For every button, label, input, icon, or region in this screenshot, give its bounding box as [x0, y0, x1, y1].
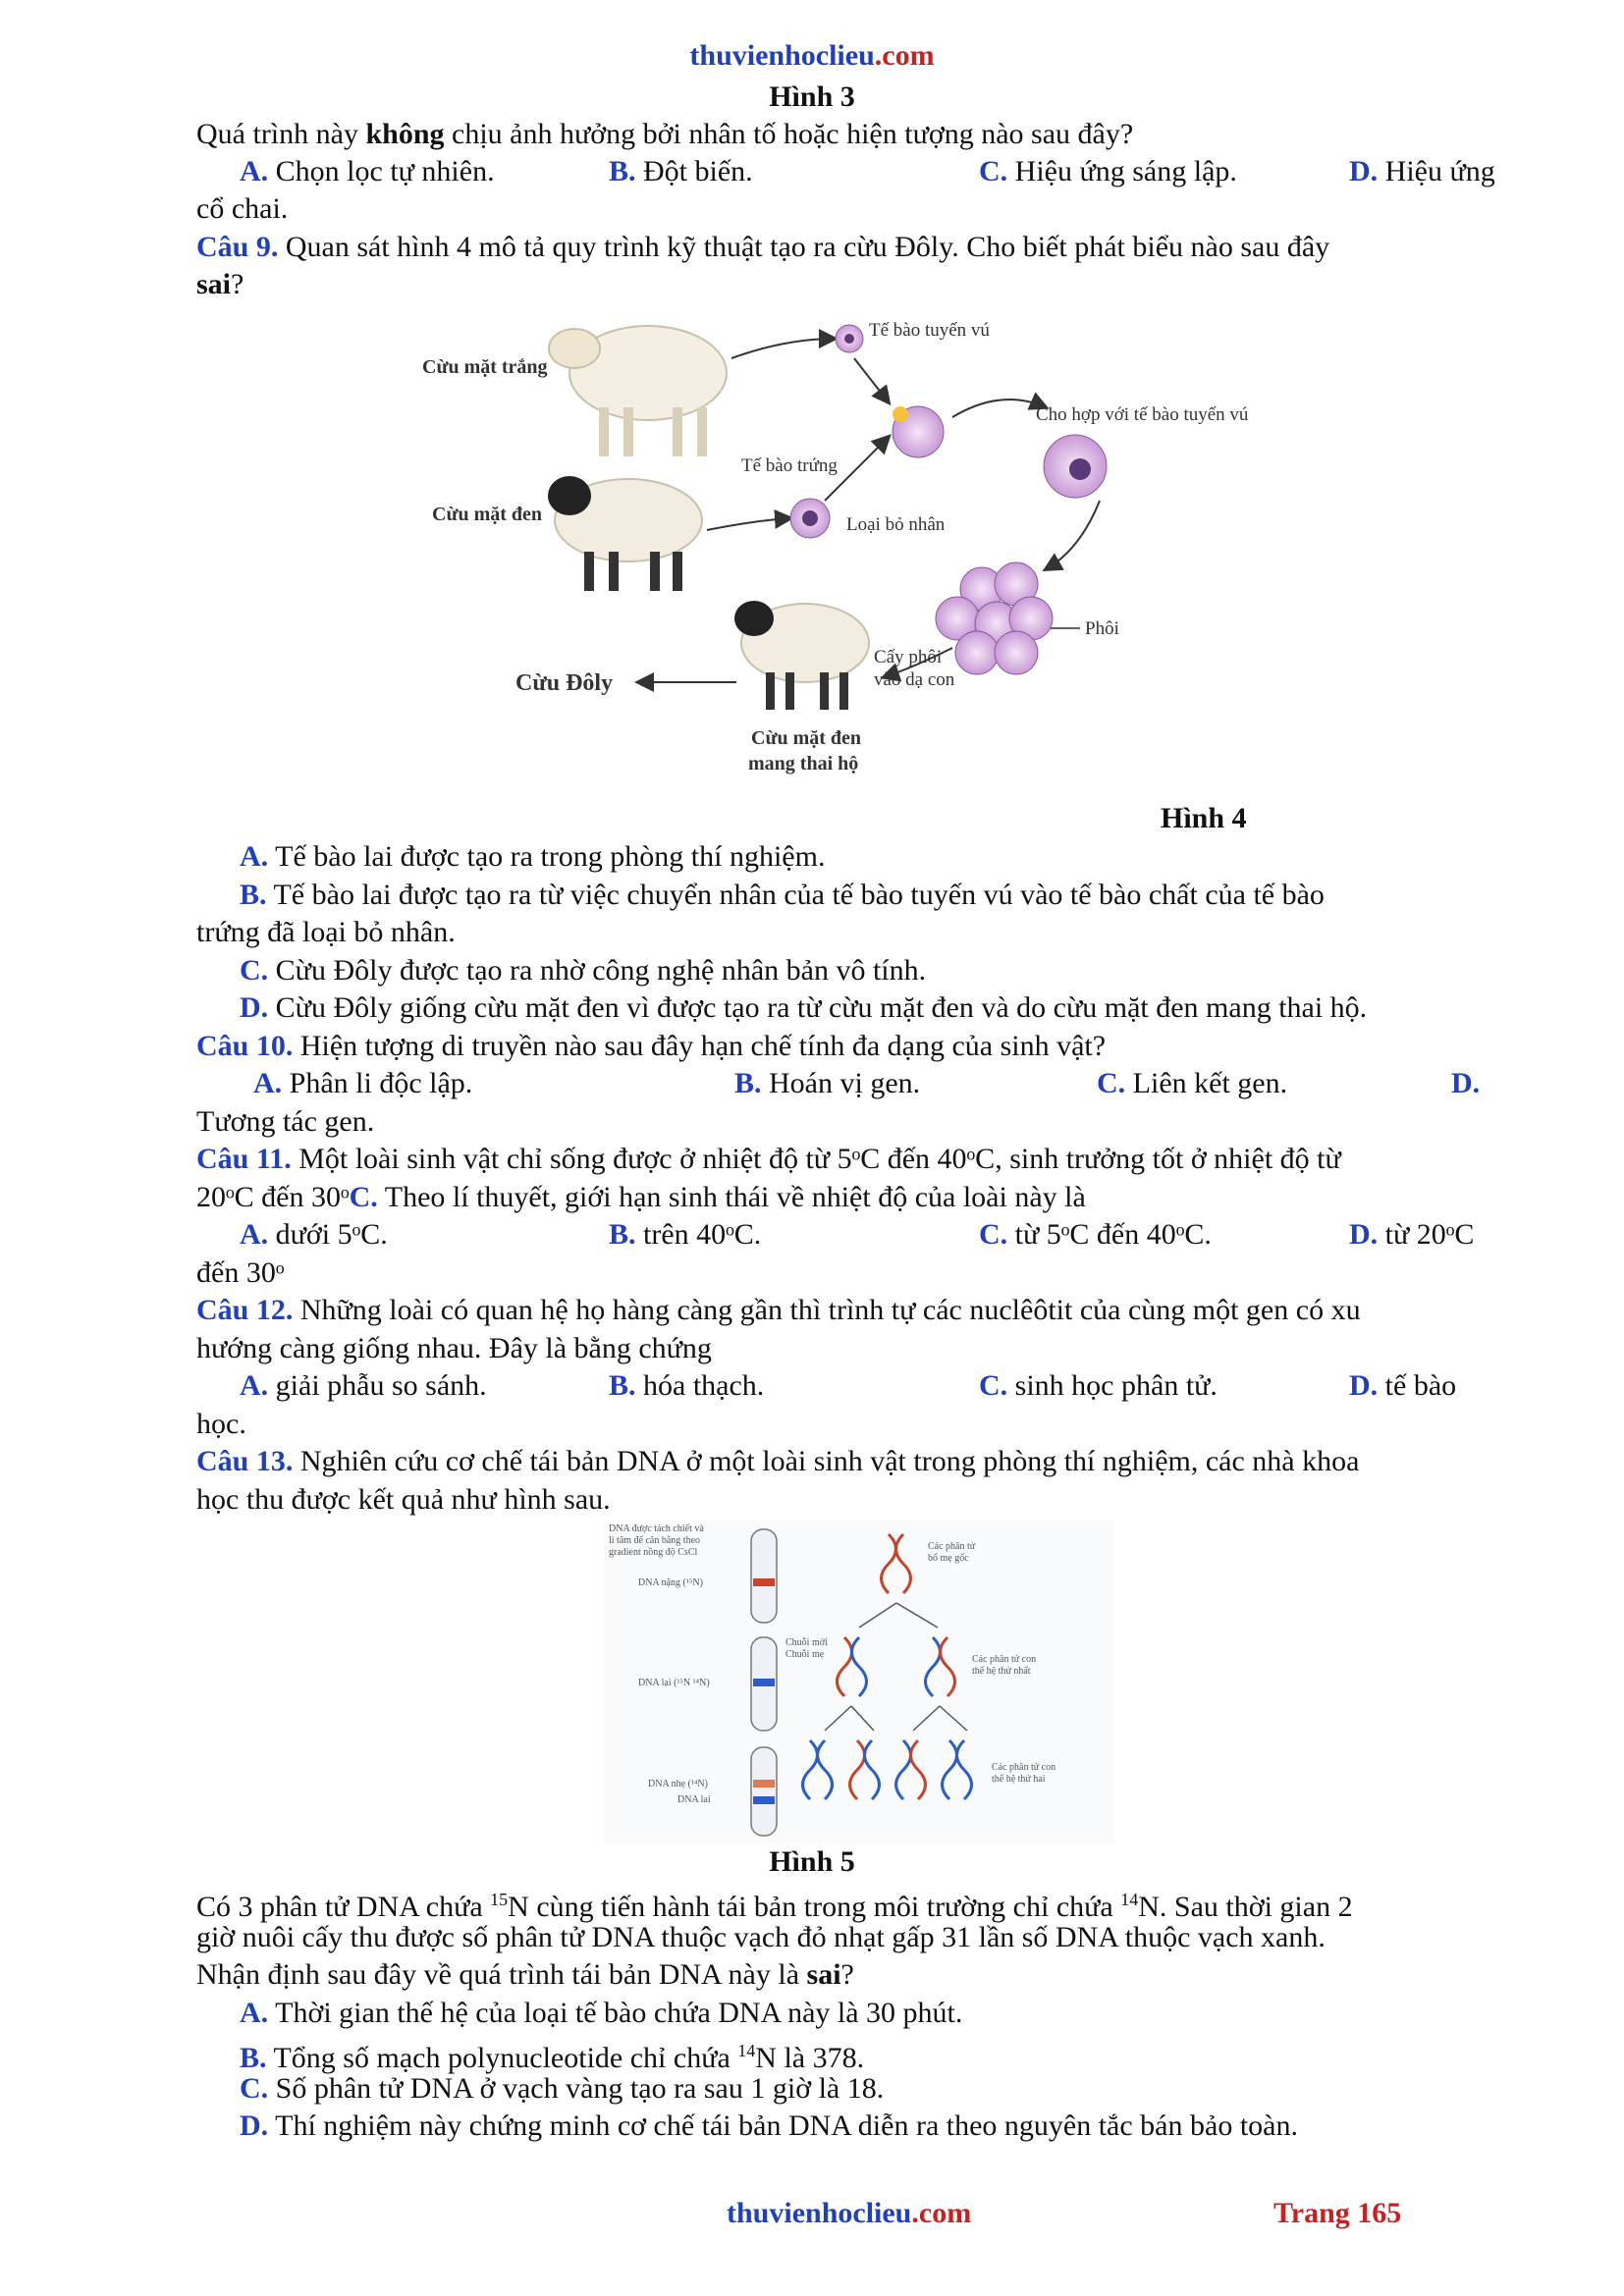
- q12-stem: [196, 1292, 1361, 1329]
- option-text: Tế bào lai được tạo ra từ việc chuyển nhân của tế bào tuyến vú vào tế bào chất của tế bào: [273, 879, 1325, 911]
- q11-option-b[interactable]: [609, 1216, 761, 1254]
- q12-option-c[interactable]: [979, 1367, 1218, 1405]
- q13-option-c[interactable]: [240, 2070, 884, 2108]
- q10-stem-text: Hiện tượng di truyền nào sau đây hạn chế tính đa dạng của sinh vật?: [293, 1030, 1107, 1062]
- option-sup: 14: [737, 2041, 756, 2060]
- fig4-label-surrogate-2: mang thai hộ: [748, 753, 859, 774]
- q13-option-a[interactable]: [240, 1995, 962, 2032]
- q13-para1-post: N. Sau thời gian 2: [1138, 1891, 1353, 1923]
- fig4-label-black-sheep: Cừu mặt đen: [432, 504, 543, 525]
- q11-option-d-cont: đến 30ᵒ: [196, 1256, 285, 1289]
- q13-para3-bold: sai: [806, 1958, 841, 1991]
- option-text: trên 40ᵒC.: [643, 1218, 762, 1251]
- fig4-label-dolly: Cừu Đôly: [515, 670, 614, 696]
- option-letter: A.: [240, 155, 269, 187]
- q9-stem-cont: [196, 266, 244, 303]
- footer-site-tld: .com: [911, 2197, 972, 2229]
- q9-stem-bold: sai: [196, 268, 232, 300]
- option-text: Hiệu ứng sáng lập.: [1014, 155, 1237, 187]
- q12-option-b[interactable]: [609, 1367, 764, 1405]
- q13-stem: [196, 1443, 1359, 1480]
- q13-para1-mid: N cùng tiến hành tái bản trong môi trường chỉ chứa: [508, 1891, 1121, 1923]
- option-text: từ 5ᵒC đến 40ᵒC.: [1014, 1218, 1212, 1251]
- option-letter: C.: [979, 1218, 1008, 1251]
- option-text: Tế bào lai được tạo ra trong phòng thí nghiệm.: [275, 840, 826, 873]
- fig4-label-white-sheep: Cừu mặt trắng: [422, 356, 548, 378]
- fig5-caption: Hình 5: [769, 1845, 855, 1878]
- question-label: Câu 12.: [196, 1294, 294, 1326]
- fig5-note-3: gradient nồng độ CsCl: [609, 1547, 698, 1558]
- tube-light-hybrid: [751, 1747, 777, 1836]
- option-letter: A.: [240, 840, 269, 873]
- q13-sup-14: 14: [1120, 1890, 1139, 1909]
- fig5-label-light: DNA nhẹ (¹⁴N): [648, 1779, 708, 1789]
- option-text: dưới 5ᵒC.: [275, 1218, 388, 1251]
- q13-sup-15: 15: [490, 1890, 509, 1909]
- q9-stem-end: ?: [231, 268, 244, 300]
- fig4-label-implant-1: Cấy phôi: [874, 647, 943, 667]
- header-site-tld: .com: [874, 39, 935, 72]
- q8-stem: [196, 116, 1133, 153]
- tube-heavy: [751, 1529, 777, 1623]
- question-label: Câu 10.: [196, 1030, 294, 1062]
- q13-stem-cont: học thu được kết quả như hình sau.: [196, 1483, 611, 1516]
- option-text: giải phẫu so sánh.: [275, 1369, 487, 1402]
- fig4-label-fuse: Cho hợp với tế bào tuyến vú: [1036, 404, 1249, 425]
- fig5-label-gen1-1: Các phân tử con: [972, 1654, 1037, 1665]
- white-sheep-illustration: [549, 326, 727, 456]
- fig4-label-embryo: Phôi: [1085, 618, 1119, 639]
- fig5-label-old-strand: Chuỗi mẹ: [785, 1649, 825, 1660]
- fig4-label-remove-nucleus: Loại bỏ nhân: [846, 514, 946, 535]
- q8-option-b[interactable]: [609, 153, 753, 190]
- fig3-caption: Hình 3: [769, 80, 855, 113]
- option-text: Đột biến.: [643, 155, 753, 187]
- option-letter: B.: [240, 2042, 267, 2074]
- option-text: Thí nghiệm này chứng minh cơ chế tái bản DNA diễn ra theo nguyên tắc bán bảo toàn.: [275, 2109, 1298, 2142]
- option-text-pre: Tổng số mạch polynucleotide chỉ chứa: [273, 2042, 738, 2074]
- fig5-label-heavy: DNA nặng (¹⁵N): [638, 1577, 703, 1588]
- fig5-label-hybrid: DNA lai (¹⁵N ¹⁴N): [638, 1678, 710, 1688]
- option-letter: C.: [979, 155, 1008, 187]
- q11-option-a[interactable]: [240, 1216, 388, 1254]
- option-letter: D.: [1349, 1218, 1379, 1251]
- option-text: Phân li độc lập.: [289, 1067, 473, 1099]
- option-letter: C.: [1097, 1067, 1126, 1099]
- option-text: Cừu Đôly giống cừu mặt đen vì được tạo ra từ cừu mặt đen và do cừu mặt đen mang thai hộ.: [275, 991, 1368, 1024]
- q11-stem-post: Theo lí thuyết, giới hạn sinh thái về nhiệt độ của loài này là: [377, 1181, 1086, 1213]
- q8-stem-bold: không: [365, 118, 445, 150]
- fig4-label-surrogate-1: Cừu mặt đen: [751, 727, 862, 749]
- q9-option-b-cont: trứng đã loại bỏ nhân.: [196, 916, 456, 948]
- question-label: Câu 13.: [196, 1445, 294, 1477]
- header-site[interactable]: [0, 37, 1624, 75]
- q8-stem-pre: Quá trình này: [196, 118, 366, 150]
- option-text: Hoán vị gen.: [769, 1067, 921, 1099]
- embryo-illustration: [936, 562, 1053, 674]
- option-letter: D.: [1349, 155, 1379, 187]
- fig5-label-new-strand: Chuỗi mới: [785, 1637, 828, 1648]
- q8-option-c[interactable]: [979, 153, 1237, 190]
- q9-option-c[interactable]: [240, 952, 926, 989]
- fig5-label-parent-2: bố mẹ gốc: [928, 1553, 969, 1564]
- q10-stem: [196, 1028, 1106, 1065]
- q13-para3-pre: Nhận định sau đây về quá trình tái bản DNA này là: [196, 1958, 807, 1991]
- footer-site-name: thuvienhoclieu: [727, 2197, 912, 2229]
- q9-option-d[interactable]: [240, 989, 1367, 1027]
- question-label: Câu 11.: [196, 1143, 292, 1175]
- option-letter: A.: [253, 1067, 283, 1099]
- q9-stem: [196, 229, 1329, 266]
- option-letter: D.: [240, 2109, 269, 2142]
- q12-stem-cont: hướng càng giống nhau. Đây là bằng chứng: [196, 1332, 712, 1364]
- q13-stem-text: Nghiên cứu cơ chế tái bản DNA ở một loài sinh vật trong phòng thí nghiệm, các nhà khoa: [293, 1445, 1360, 1477]
- q13-para3-end: ?: [840, 1958, 854, 1991]
- fig5-note-2: li tâm để cân bằng theo: [609, 1535, 701, 1546]
- option-text-post: N là 378.: [755, 2042, 865, 2074]
- q8-option-d-cont: cổ chai.: [196, 192, 289, 225]
- option-letter: B.: [609, 1369, 636, 1402]
- option-letter: C.: [979, 1369, 1008, 1402]
- option-letter: C.: [240, 954, 269, 987]
- option-text: Liên kết gen.: [1132, 1067, 1288, 1099]
- option-letter: A.: [240, 1997, 269, 2029]
- q8-option-a[interactable]: [240, 153, 495, 190]
- fig4-label-implant-2: vào dạ con: [874, 669, 955, 690]
- option-letter: A.: [240, 1218, 269, 1251]
- option-text: Cừu Đôly được tạo ra nhờ công nghệ nhân bản vô tính.: [275, 954, 927, 987]
- header-site-name: thuvienhoclieu: [689, 39, 875, 72]
- q13-para-2: giờ nuôi cấy thu được số phân tử DNA thuộc vạch đỏ nhạt gấp 31 lần số DNA thuộc vạch xanh.: [196, 1921, 1326, 1953]
- fig5-label-parent-1: Các phân tử: [928, 1541, 976, 1552]
- option-text: sinh học phân tử.: [1014, 1369, 1218, 1402]
- fig5-label-gen2-1: Các phân tử con: [992, 1762, 1056, 1773]
- q12-option-d-cont: học.: [196, 1408, 246, 1440]
- q12-option-d[interactable]: [1349, 1367, 1456, 1405]
- fig4-label-egg-cell: Tế bào trứng: [741, 455, 838, 476]
- option-letter: A.: [240, 1369, 269, 1402]
- q11-option-c[interactable]: [979, 1216, 1212, 1254]
- q10-option-a[interactable]: [253, 1065, 472, 1102]
- option-letter: B.: [609, 1218, 636, 1251]
- q10-option-c[interactable]: [1097, 1065, 1287, 1102]
- q8-stem-post: chịu ảnh hưởng bởi nhân tố hoặc hiện tượng nào sau đây?: [444, 118, 1134, 150]
- q13-para1-pre: Có 3 phân tử DNA chứa: [196, 1891, 491, 1923]
- option-letter: D.: [1451, 1067, 1481, 1099]
- option-letter: B.: [734, 1067, 762, 1099]
- fig5-note-1: DNA được tách chiết và: [609, 1523, 704, 1534]
- figure-4-dolly-cloning: [393, 294, 1326, 805]
- q9-stem-text: Quan sát hình 4 mô tả quy trình kỹ thuật tạo ra cừu Đôly. Cho biết phát biểu nào sau đây: [278, 231, 1330, 263]
- fig4-label-mammary-cell: Tế bào tuyến vú: [869, 320, 990, 341]
- option-text: hóa thạch.: [643, 1369, 765, 1402]
- option-text: từ 20ᵒC: [1384, 1218, 1475, 1251]
- option-letter: B.: [240, 879, 267, 911]
- option-letter: D.: [240, 991, 269, 1024]
- q11-option-d[interactable]: [1349, 1216, 1474, 1254]
- option-text: Số phân tử DNA ở vạch vàng tạo ra sau 1 giờ là 18.: [275, 2072, 885, 2105]
- tube-hybrid: [751, 1637, 777, 1731]
- option-letter: B.: [609, 155, 636, 187]
- footer-site[interactable]: [727, 2195, 971, 2232]
- q12-stem-text: Những loài có quan hệ họ hàng càng gần thì trình tự các nuclêôtit của cùng một gen có xu: [293, 1294, 1361, 1326]
- fig5-label-gen2-2: thế hệ thứ hai: [992, 1774, 1046, 1785]
- q13-para-3: [196, 1956, 854, 1994]
- footer-page-number: Trang 165: [1273, 2197, 1402, 2229]
- question-label: Câu 9.: [196, 231, 279, 263]
- q8-option-d[interactable]: [1349, 153, 1495, 190]
- fig5-label-gen1-2: thế hệ thứ nhất: [972, 1666, 1031, 1677]
- figure-5-dna-replication: [604, 1520, 1114, 1843]
- q9-option-b[interactable]: [240, 877, 1325, 914]
- option-text: Thời gian thế hệ của loại tế bào chứa DNA này là 30 phút.: [275, 1997, 963, 2029]
- option-text: Hiệu ứng: [1384, 155, 1495, 187]
- q10-option-d[interactable]: [1451, 1065, 1480, 1102]
- option-letter: C.: [240, 2072, 269, 2105]
- fig5-label-hybrid2: DNA lai: [677, 1794, 711, 1805]
- black-face-sheep-illustration: [548, 476, 702, 591]
- q11-stem-text: Một loài sinh vật chỉ sống được ở nhiệt độ từ 5ᵒC đến 40ᵒC, sinh trưởng tốt ở nhiệt độ từ: [291, 1143, 1341, 1175]
- q12-option-a[interactable]: [240, 1367, 487, 1405]
- option-text: tế bào: [1384, 1369, 1457, 1402]
- q13-option-d[interactable]: [240, 2108, 1298, 2145]
- q11-stem: [196, 1141, 1341, 1178]
- q10-option-d-cont: Tương tác gen.: [196, 1105, 375, 1138]
- q11-stem-blue: C.: [349, 1181, 378, 1213]
- option-letter: D.: [1349, 1369, 1379, 1402]
- option-text: Chọn lọc tự nhiên.: [275, 155, 495, 187]
- q11-stem-pre: 20ᵒC đến 30ᵒ: [196, 1181, 350, 1213]
- fig4-caption: Hình 4: [1161, 802, 1247, 834]
- q11-stem-cont: [196, 1179, 1086, 1216]
- q9-option-a[interactable]: [240, 838, 825, 876]
- q10-option-b[interactable]: [734, 1065, 920, 1102]
- surrogate-sheep-illustration: [734, 601, 869, 710]
